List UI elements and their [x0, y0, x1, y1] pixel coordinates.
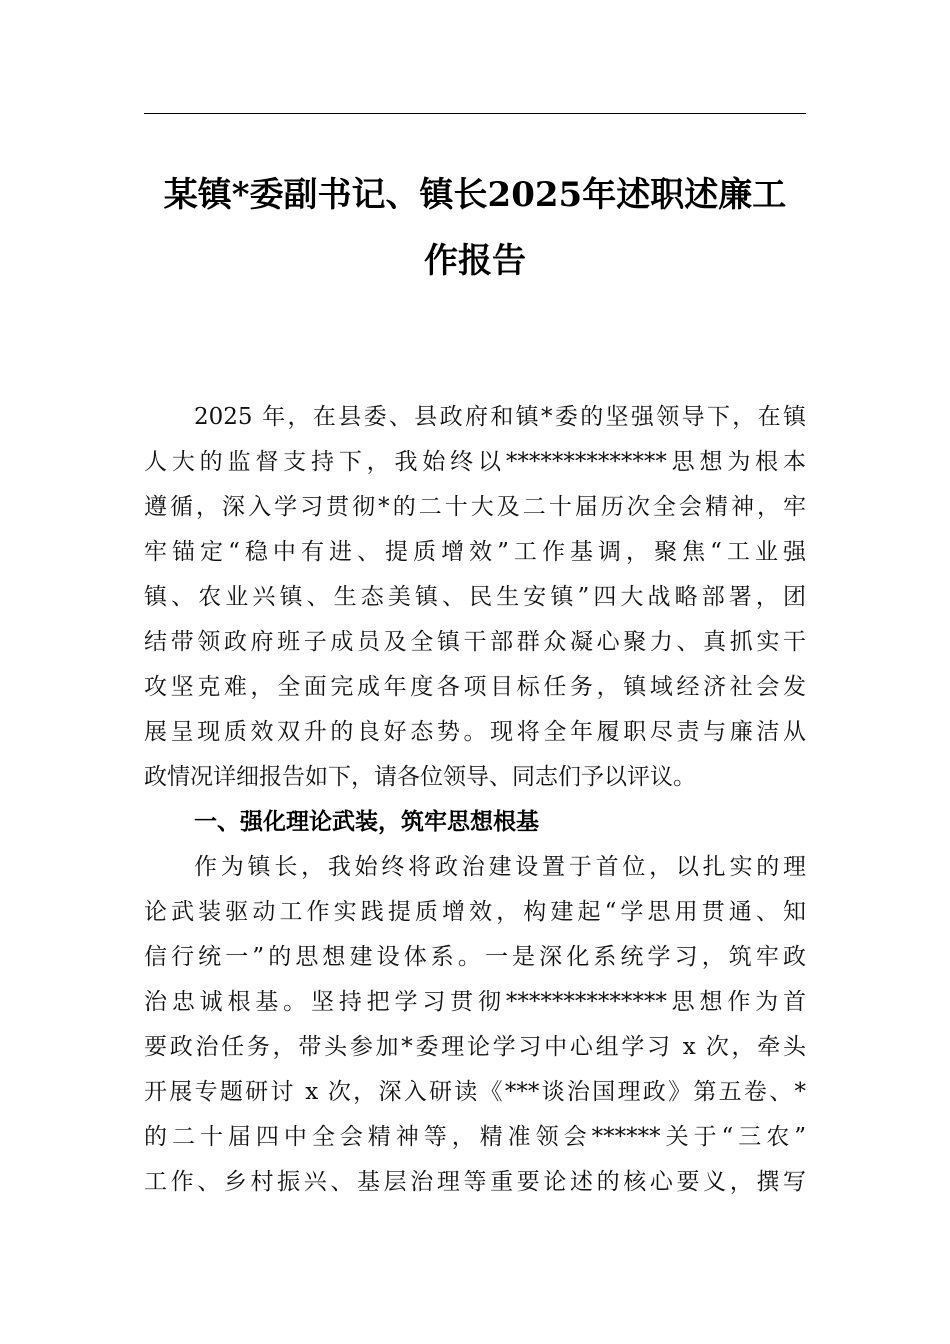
- paragraph-line: 展呈现质效双升的良好态势。现将全年履职尽责与廉洁从: [144, 719, 806, 745]
- document-title: [144, 162, 806, 294]
- paragraph-line: 工作、乡村振兴、基层治理等重要论述的核心要义，撰写: [144, 1169, 806, 1195]
- paragraph-line: 攻坚克难，全面完成年度各项目标任务，镇域经济社会发: [144, 674, 806, 700]
- section-heading: 一、强化理论武装，筑牢思想根基: [194, 809, 539, 835]
- paragraph-line: 作为镇长，我始终将政治建设置于首位，以扎实的理: [194, 854, 806, 880]
- paragraph-line: 治忠诚根基。坚持把学习贯彻**************思想作为首: [144, 989, 806, 1015]
- paragraph-line: 政情况详细报告如下，请各位领导、同志们予以评议。: [144, 764, 696, 790]
- paragraph-line: 牢锚定“稳中有进、提质增效”工作基调，聚焦“工业强: [144, 539, 806, 565]
- paragraph-line: 遵循，深入学习贯彻*的二十大及二十届历次全会精神，牢: [144, 494, 806, 520]
- document-body: [144, 395, 806, 1205]
- title-line: 某镇*委副书记、镇长2025年述职述廉工: [163, 175, 787, 215]
- paragraph-line: 的二十届四中全会精神等，精准领会******关于“三农”: [144, 1124, 806, 1150]
- paragraph-line: 2025 年，在县委、县政府和镇*委的坚强领导下，在镇: [194, 404, 806, 430]
- paragraph-section-1: [144, 845, 806, 1205]
- title-line: 作报告: [424, 241, 526, 281]
- paragraph-line: 论武装驱动工作实践提质增效，构建起“学思用贯通、知: [144, 899, 806, 925]
- paragraph-line: 信行统一”的思想建设体系。一是深化系统学习，筑牢政: [144, 944, 806, 970]
- paragraph-line: 要政治任务，带头参加*委理论学习中心组学习 x 次，牵头: [144, 1034, 806, 1060]
- paragraph-line: 镇、农业兴镇、生态美镇、民生安镇”四大战略部署，团: [144, 584, 806, 610]
- paragraph-line: 结带领政府班子成员及全镇干部群众凝心聚力、真抓实干: [144, 629, 806, 655]
- paragraph-line: 开展专题研讨 x 次，深入研读《***谈治国理政》第五卷、*: [144, 1079, 806, 1105]
- paragraph-line: 人大的监督支持下，我始终以**************思想为根本: [144, 449, 806, 475]
- paragraph-intro: [144, 395, 806, 800]
- header-rule: [144, 113, 806, 114]
